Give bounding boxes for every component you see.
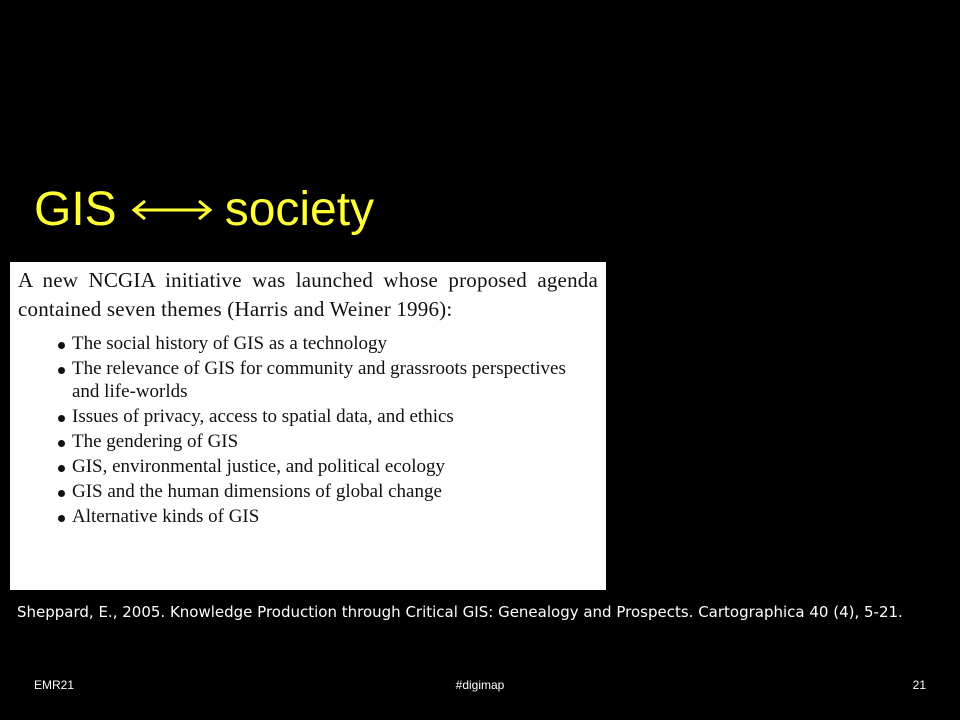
theme-text: Issues of privacy, access to spatial data, and ethics xyxy=(72,406,454,427)
list-item xyxy=(18,405,598,428)
bullet-icon xyxy=(58,515,65,522)
theme-text: GIS, environmental justice, and political ecology xyxy=(72,456,446,477)
bullet-icon xyxy=(58,465,65,472)
theme-text: GIS and the human dimensions of global change xyxy=(72,481,442,502)
slide-title xyxy=(34,178,374,242)
list-item xyxy=(18,430,598,453)
bullet-icon xyxy=(58,342,65,349)
footer-left: EMR21 xyxy=(34,678,75,692)
bullet-icon xyxy=(58,415,65,422)
slide-number: 21 xyxy=(912,678,926,692)
theme-text: Alternative kinds of GIS xyxy=(72,506,260,527)
title-society: society xyxy=(224,183,375,236)
double-arrow-icon xyxy=(129,195,215,225)
list-item xyxy=(18,455,598,478)
theme-text: The relevance of GIS for community and grassroots perspectives and life-worlds xyxy=(72,358,566,402)
title-gis: GIS xyxy=(34,183,117,236)
bullet-icon xyxy=(58,440,65,447)
theme-text: The gendering of GIS xyxy=(72,431,239,452)
list-item xyxy=(18,480,598,503)
list-item xyxy=(18,357,598,403)
footer-hashtag: #digimap xyxy=(455,678,505,692)
bullet-icon xyxy=(58,490,65,497)
citation-text: Sheppard, E., 2005. Knowledge Production through Critical GIS: Genealogy and Prospects. Cartographica 40 (4), 5-21. xyxy=(17,603,903,621)
excerpt-intro: A new NCGIA initiative was launched whose proposed agenda contained seven themes (Harris and Weiner 1996): xyxy=(18,268,598,321)
themes-list xyxy=(18,332,598,528)
scanned-excerpt xyxy=(10,262,606,590)
list-item xyxy=(18,332,598,355)
theme-text: The social history of GIS as a technology xyxy=(72,333,388,354)
bullet-icon xyxy=(58,367,65,374)
list-item xyxy=(18,505,598,528)
